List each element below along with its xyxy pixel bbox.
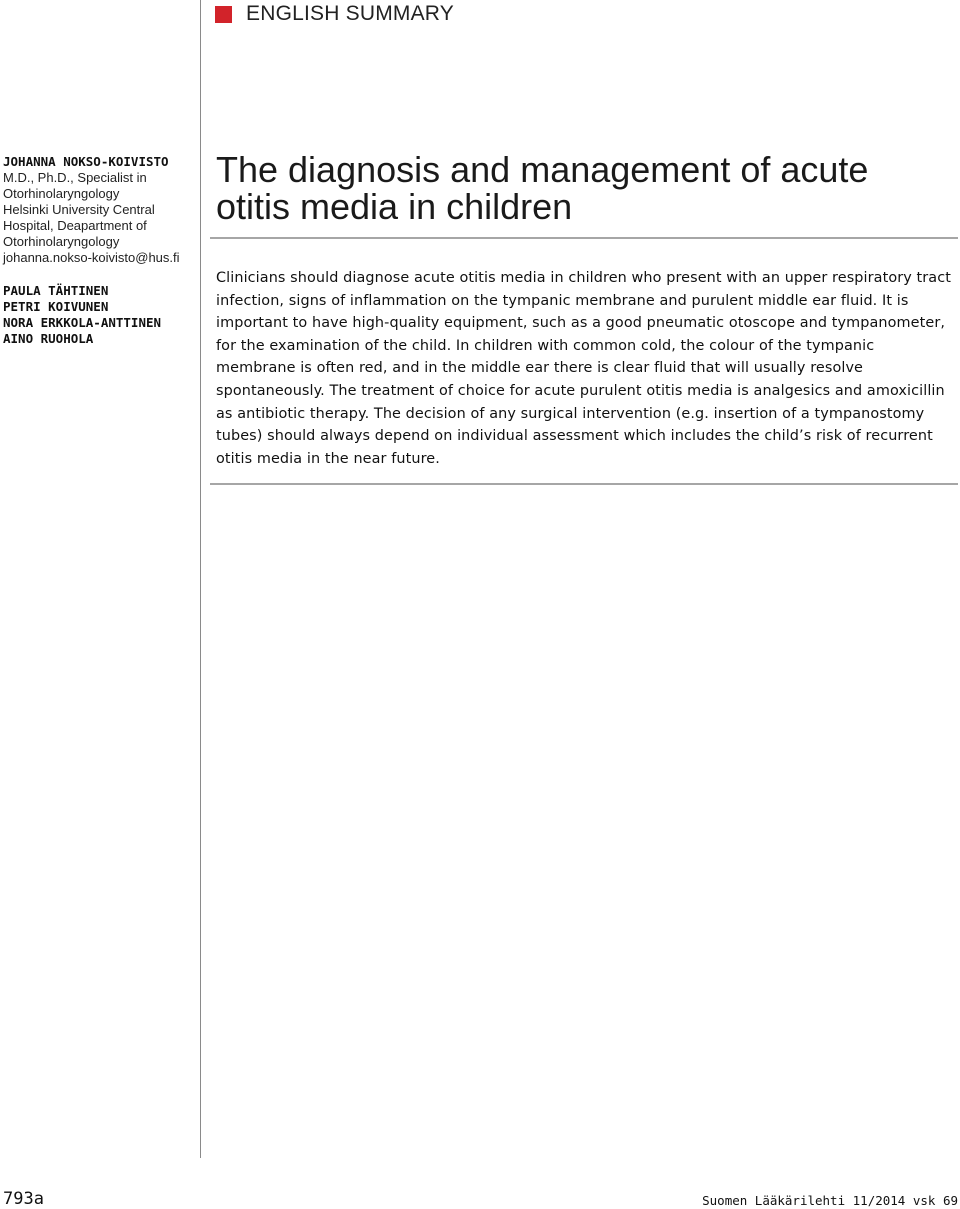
coauthor: PAULA TÄHTINEN <box>3 283 109 298</box>
abstract-divider <box>210 483 958 485</box>
affiliation-line: Otorhinolaryngology <box>3 234 120 249</box>
coauthor: NORA ERKKOLA-ANTTINEN <box>3 315 162 330</box>
author-sidebar <box>3 154 198 347</box>
abstract-text: Clinicians should diagnose acute otitis media in children who present with an upper respiratory tract infection, signs of inflammation on the tympanic membrane and purulent middle ear fluid. It is important to have high-quality equipment, such as a good pneumatic otoscope and tympanometer, for the examination of the child. In children with common cold, the colour of the tympanic membrane is often red, and in the middle ear there is clear fluid that will usually resolve spontaneously. The treatment of choice for acute purulent otitis media is analgesics and amoxicillin as antibiotic therapy. The decision of any surgical intervention (e.g. insertion of a tympanostomy tubes) should always depend on individual assessment which includes the child’s risk of recurrent otitis media in the near future. <box>216 270 951 467</box>
article-title: The diagnosis and management of acute otitis media in children <box>216 149 869 227</box>
coauthor-list <box>3 283 198 347</box>
main-author: JOHANNA NOKSO-KOIVISTO <box>3 154 169 169</box>
page-number: 793a <box>3 1189 44 1209</box>
section-square-icon <box>215 6 232 23</box>
coauthor: AINO RUOHOLA <box>3 331 94 346</box>
coauthor: PETRI KOIVUNEN <box>3 299 109 314</box>
affiliation-line: M.D., Ph.D., Specialist in <box>3 170 147 185</box>
section-label: ENGLISH SUMMARY <box>246 2 454 25</box>
affiliation-line: Otorhinolaryngology <box>3 186 120 201</box>
affiliation-line: Hospital, Deapartment of <box>3 218 147 233</box>
affiliation-line: Helsinki University Central <box>3 202 155 217</box>
title-divider <box>210 237 958 239</box>
section-header <box>215 2 454 26</box>
column-divider <box>200 0 201 1158</box>
journal-info: Suomen Lääkärilehti 11/2014 vsk 69 <box>702 1193 958 1208</box>
author-affiliation <box>3 170 198 266</box>
author-email[interactable]: johanna.nokso-koivisto@hus.fi <box>3 250 180 265</box>
